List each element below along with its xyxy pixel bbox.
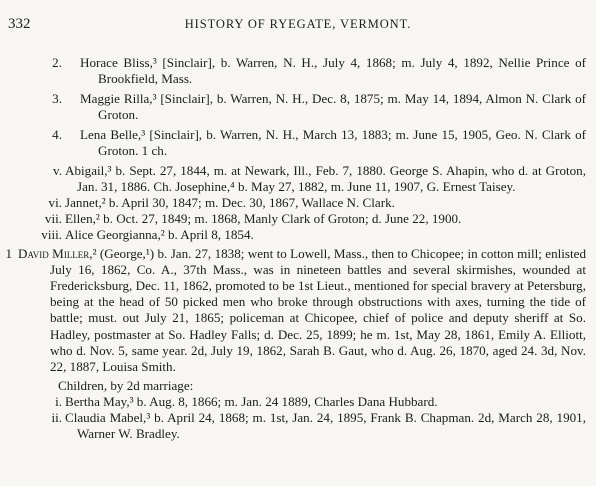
entry-text: Claudia Mabel,³ b. April 24, 1868; m. 1st, Jan. 24, 1895, Frank B. Chapman. 2d, March 28, 1901, Warner W. Bradley. xyxy=(65,409,586,442)
entry-number: vi. xyxy=(48,194,62,210)
entry-number: vii. xyxy=(44,210,62,226)
main-entry xyxy=(0,246,596,375)
entry-text: Abigail,³ b. Sept. 27, 1844, m. at Newark, Ill., Feb. 7, 1880. George S. Ahapin, who d. at Groton, Jan. 31, 1886. Ch. Josephine,⁴ b. May 27, 1882, m. June 11, 1907, G. Ernest Taisey. xyxy=(65,162,586,194)
list-item xyxy=(0,394,596,410)
list-item xyxy=(0,127,596,159)
entry-body: ² (George,¹) b. Jan. 27, 1838; went to Lowell, Mass., then to Chicopee; in cotton mill; enlisted July 16, 1862, Co. A., 37th Mass., was in nineteen battles and several skirmishes, wounded at Fredericksburg, Dec. 11, 1862, promoted to be 1st Lieut., mentioned for special bravery at Petersburg, being at the head of 50 picked men who broke through obstructions with axes, turning the tide of battle; must. out July 21, 1865; policeman at Chicopee, chief of police and deputy sheriff at So. Hadley, postmaster at So. Hadley Falls; d. Dec. 25, 1899; he m. 1st, May 28, 1861, Emily A. Elliott, who d. Nov. 5, same year. 2d, July 19, 1862, Sarah B. Gaut, who d. Aug. 26, 1870, aged 24. 3d, Nov. 22, 1887, Louisa Smith. xyxy=(50,246,586,374)
entry-text xyxy=(18,246,586,375)
running-title: HISTORY OF RYEGATE, VERMONT. xyxy=(184,17,412,31)
entry-number: 1 xyxy=(5,246,12,262)
entry-text: Maggie Rilla,³ [Sinclair], b. Warren, N. H., Dec. 8, 1875; m. May 14, 1894, Almon N. Clark of Groton. xyxy=(80,91,586,123)
list-item xyxy=(0,163,596,195)
list-item xyxy=(0,211,596,227)
page-header xyxy=(0,16,596,36)
entry-number: ii. xyxy=(51,409,62,425)
list-item xyxy=(0,410,596,442)
list-item xyxy=(0,91,596,123)
list-item xyxy=(0,227,596,243)
list-item xyxy=(0,195,596,211)
entry-text: Jannet,² b. April 30, 1847; m. Dec. 30, 1867, Wallace N. Clark. xyxy=(65,194,395,210)
entry-text: Ellen,² b. Oct. 27, 1849; m. 1868, Manly Clark of Groton; d. June 22, 1900. xyxy=(65,210,462,226)
entry-text: Horace Bliss,³ [Sinclair], b. Warren, N. H., July 4, 1868; m. July 4, 1892, Nellie Prince of Brookfield, Mass. xyxy=(80,55,586,87)
entry-number: v. xyxy=(53,162,62,178)
page-number: 332 xyxy=(8,16,31,32)
entry-number: viii. xyxy=(41,226,62,242)
entry-text: Alice Georgianna,² b. April 8, 1854. xyxy=(65,226,254,242)
entry-number: 2. xyxy=(52,55,62,70)
page-body xyxy=(0,55,596,442)
entry-text: Bertha May,³ b. Aug. 8, 1866; m. Jan. 24 1889, Charles Dana Hubbard. xyxy=(65,393,438,409)
entry-text: Lena Belle,³ [Sinclair], b. Warren, N. H., March 13, 1883; m. June 15, 1905, Geo. N. Clark of Groton. 1 ch. xyxy=(80,127,586,159)
entry-number: 4. xyxy=(52,127,62,143)
children-heading: Children, by 2d marriage: xyxy=(58,377,194,393)
entry-number: 3. xyxy=(52,91,62,107)
entry-number: i. xyxy=(55,393,62,409)
list-item xyxy=(0,55,596,87)
entry-name: David Miller, xyxy=(18,246,93,262)
